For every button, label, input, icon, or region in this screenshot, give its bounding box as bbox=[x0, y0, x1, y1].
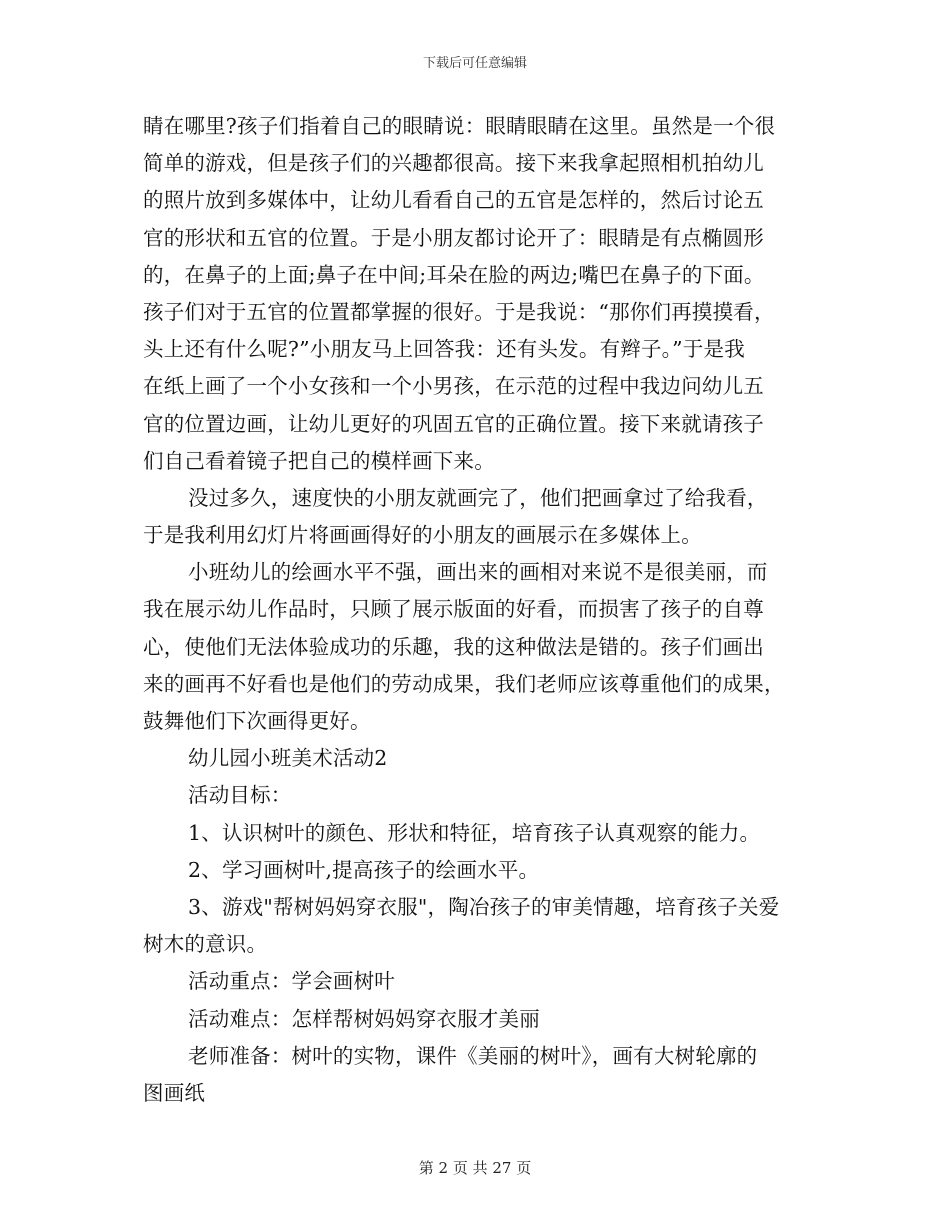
section-title: 幼儿园小班美术活动2 bbox=[188, 746, 388, 771]
goal-item-3: 3、游戏"帮树妈妈穿衣服"，陶冶孩子的审美情趣，培育孩子关爱 bbox=[188, 894, 780, 919]
text-line: 官的位置边画，让幼儿更好的巩固五官的正确位置。接下来就请孩子 bbox=[143, 411, 764, 436]
text-line: 孩子们对于五官的位置都掌握的很好。于是我说：“那你们再摸摸看， bbox=[143, 299, 775, 324]
text-line: 来的画再不好看也是他们的劳动成果，我们老师应该尊重他们的成果， bbox=[143, 671, 785, 696]
goal-item-2: 2、学习画树叶,提高孩子的绘画水平。 bbox=[188, 857, 540, 882]
goal-item-1: 1、认识树叶的颜色、形状和特征，培育孩子认真观察的能力。 bbox=[188, 820, 761, 845]
text-line: 头上还有什么呢?”小朋友马上回答我：还有头发。有辫子。”于是我 bbox=[143, 337, 745, 362]
text-line: 于是我利用幻灯片将画画得好的小朋友的画展示在多媒体上。 bbox=[143, 523, 702, 548]
text-line: 心，使他们无法体验成功的乐趣，我的这种做法是错的。孩子们画出 bbox=[143, 634, 764, 659]
text-line: 我在展示幼儿作品时，只顾了展示版面的好看，而损害了孩子的自尊 bbox=[143, 597, 764, 622]
text-line: 睛在哪里?孩子们指着自己的眼睛说：眼睛眼睛在这里。虽然是一个很 bbox=[143, 114, 776, 138]
activity-focus: 活动重点：学会画树叶 bbox=[188, 969, 395, 994]
text-line: 图画纸 bbox=[143, 1080, 206, 1105]
page-header: 下载后可任意编辑 bbox=[422, 56, 527, 71]
text-line: 官的形状和五官的位置。于是小朋友都讨论开了：眼睛是有点椭圆形 bbox=[143, 225, 764, 250]
paragraph-start-line: 没过多久，速度快的小朋友就画完了，他们把画拿过了给我看， bbox=[188, 485, 768, 510]
text-line: 的，在鼻子的上面;鼻子在中间;耳朵在脸的两边;嘴巴在鼻子的下面。 bbox=[143, 262, 765, 287]
text-line: 的照片放到多媒体中，让幼儿看看自己的五官是怎样的，然后讨论五 bbox=[143, 188, 764, 213]
text-line: 在纸上画了一个小女孩和一个小男孩，在示范的过程中我边问幼儿五 bbox=[143, 374, 764, 399]
document-body bbox=[143, 108, 807, 1112]
text-line: 们自己看着镜子把自己的模样画下来。 bbox=[143, 448, 495, 473]
text-line: 树木的意识。 bbox=[143, 932, 268, 957]
activity-difficulty: 活动难点：怎样帮树妈妈穿衣服才美丽 bbox=[188, 1006, 540, 1031]
teacher-preparation: 老师准备：树叶的实物，课件《美丽的树叶》，画有大树轮廓的 bbox=[188, 1043, 758, 1068]
paragraph-start-line: 小班幼儿的绘画水平不强，画出来的画相对来说不是很美丽，而 bbox=[188, 560, 768, 585]
page-footer: 第 2 页 共 27 页 bbox=[418, 1159, 532, 1177]
text-line: 鼓舞他们下次画得更好。 bbox=[143, 709, 371, 733]
activity-goals-heading: 活动目标： bbox=[188, 783, 292, 808]
text-line: 简单的游戏，但是孩子们的兴趣都很高。接下来我拿起照相机拍幼儿 bbox=[143, 151, 764, 176]
